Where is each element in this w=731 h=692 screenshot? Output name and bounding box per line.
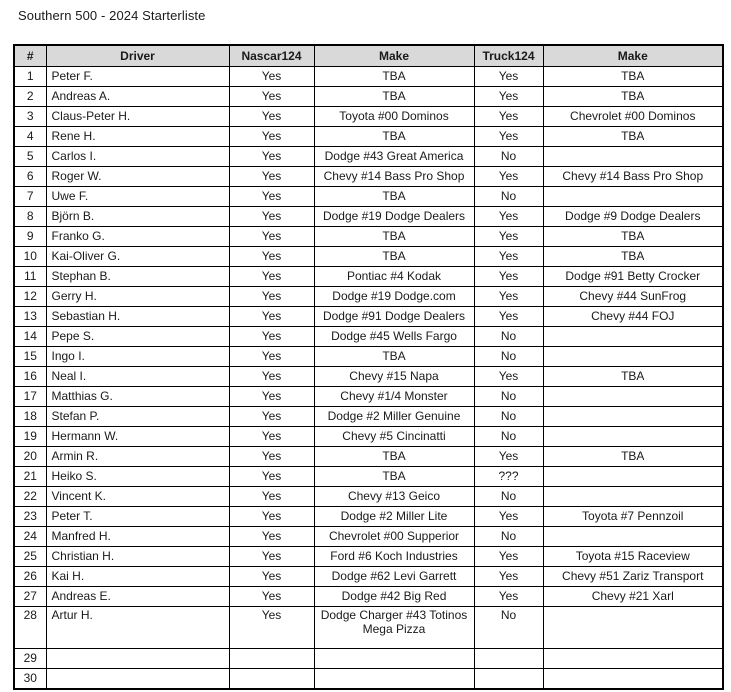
cell-row-number: 5 xyxy=(14,147,46,167)
cell-row-number: 10 xyxy=(14,247,46,267)
cell-nascar-make: Ford #6 Koch Industries xyxy=(314,547,474,567)
cell-nascar124: Yes xyxy=(229,327,314,347)
cell-truck-make: TBA xyxy=(543,447,723,467)
cell-truck-make: Dodge #9 Dodge Dealers xyxy=(543,207,723,227)
table-row xyxy=(14,87,723,107)
column-header-driver: Driver xyxy=(46,45,229,67)
table-row xyxy=(14,287,723,307)
cell-nascar124: Yes xyxy=(229,127,314,147)
cell-nascar-make: Dodge #19 Dodge.com xyxy=(314,287,474,307)
table-header xyxy=(14,45,723,67)
cell-driver: Armin R. xyxy=(46,447,229,467)
cell-truck-make: Chevy #14 Bass Pro Shop xyxy=(543,167,723,187)
cell-driver: Björn B. xyxy=(46,207,229,227)
cell-driver: Stefan P. xyxy=(46,407,229,427)
cell-nascar-make: Chevrolet #00 Supperior xyxy=(314,527,474,547)
table-body xyxy=(14,67,723,690)
cell-truck124: Yes xyxy=(474,507,543,527)
page-title: Southern 500 - 2024 Starterliste xyxy=(18,8,206,23)
cell-nascar-make: Chevy #5 Cincinatti xyxy=(314,427,474,447)
cell-truck-make: Toyota #7 Pennzoil xyxy=(543,507,723,527)
cell-nascar124: Yes xyxy=(229,347,314,367)
cell-truck124: No xyxy=(474,487,543,507)
cell-row-number: 15 xyxy=(14,347,46,367)
cell-driver: Carlos I. xyxy=(46,147,229,167)
cell-truck124: Yes xyxy=(474,227,543,247)
cell-driver: Andreas A. xyxy=(46,87,229,107)
cell-driver: Matthias G. xyxy=(46,387,229,407)
cell-driver: Andreas E. xyxy=(46,587,229,607)
cell-truck124: Yes xyxy=(474,287,543,307)
cell-row-number: 27 xyxy=(14,587,46,607)
cell-nascar-make: Dodge #42 Big Red xyxy=(314,587,474,607)
cell-nascar-make: Pontiac #4 Kodak xyxy=(314,267,474,287)
cell-truck124: ??? xyxy=(474,467,543,487)
cell-nascar124: Yes xyxy=(229,567,314,587)
cell-driver: Stephan B. xyxy=(46,267,229,287)
cell-truck-make: TBA xyxy=(543,127,723,147)
cell-truck-make: TBA xyxy=(543,67,723,87)
cell-truck124 xyxy=(474,669,543,690)
cell-truck-make: TBA xyxy=(543,247,723,267)
cell-truck124: Yes xyxy=(474,87,543,107)
cell-truck124: Yes xyxy=(474,247,543,267)
cell-driver: Sebastian H. xyxy=(46,307,229,327)
cell-truck124: Yes xyxy=(474,307,543,327)
cell-nascar-make: Dodge #43 Great America xyxy=(314,147,474,167)
cell-truck-make xyxy=(543,467,723,487)
column-header-nascar124: Nascar124 xyxy=(229,45,314,67)
cell-row-number: 16 xyxy=(14,367,46,387)
table-row xyxy=(14,427,723,447)
cell-nascar124: Yes xyxy=(229,207,314,227)
cell-truck-make xyxy=(543,187,723,207)
cell-nascar124: Yes xyxy=(229,427,314,447)
cell-truck-make xyxy=(543,147,723,167)
cell-nascar-make: Dodge #2 Miller Lite xyxy=(314,507,474,527)
cell-nascar-make: Chevy #13 Geico xyxy=(314,487,474,507)
cell-row-number: 8 xyxy=(14,207,46,227)
table-row xyxy=(14,147,723,167)
cell-nascar-make: Chevy #15 Napa xyxy=(314,367,474,387)
cell-nascar-make: TBA xyxy=(314,447,474,467)
cell-driver: Peter T. xyxy=(46,507,229,527)
table-row xyxy=(14,347,723,367)
table-row xyxy=(14,227,723,247)
cell-row-number: 30 xyxy=(14,669,46,690)
cell-driver: Claus-Peter H. xyxy=(46,107,229,127)
cell-row-number: 21 xyxy=(14,467,46,487)
table-row xyxy=(14,527,723,547)
cell-row-number: 18 xyxy=(14,407,46,427)
cell-truck-make: Chevy #51 Zariz Transport xyxy=(543,567,723,587)
cell-truck124: No xyxy=(474,187,543,207)
cell-truck124: Yes xyxy=(474,587,543,607)
table-row xyxy=(14,567,723,587)
cell-nascar-make: TBA xyxy=(314,227,474,247)
cell-nascar124: Yes xyxy=(229,487,314,507)
column-header-make-nascar: Make xyxy=(314,45,474,67)
cell-nascar-make: Dodge #45 Wells Fargo xyxy=(314,327,474,347)
cell-driver: Vincent K. xyxy=(46,487,229,507)
table-row xyxy=(14,127,723,147)
table-row xyxy=(14,107,723,127)
cell-nascar124: Yes xyxy=(229,167,314,187)
cell-truck124: No xyxy=(474,427,543,447)
cell-nascar124 xyxy=(229,669,314,690)
cell-truck-make xyxy=(543,387,723,407)
cell-nascar-make: Dodge #19 Dodge Dealers xyxy=(314,207,474,227)
cell-truck-make xyxy=(543,649,723,669)
cell-truck-make: TBA xyxy=(543,87,723,107)
cell-truck-make xyxy=(543,607,723,649)
cell-nascar-make: Dodge #62 Levi Garrett xyxy=(314,567,474,587)
cell-row-number: 22 xyxy=(14,487,46,507)
cell-truck-make xyxy=(543,487,723,507)
cell-nascar-make: Dodge Charger #43 Totinos Mega Pizza xyxy=(314,607,474,649)
cell-nascar124: Yes xyxy=(229,307,314,327)
cell-nascar124: Yes xyxy=(229,527,314,547)
cell-truck-make xyxy=(543,407,723,427)
cell-row-number: 14 xyxy=(14,327,46,347)
cell-truck124: Yes xyxy=(474,547,543,567)
table-row xyxy=(14,207,723,227)
cell-nascar-make: TBA xyxy=(314,247,474,267)
cell-driver: Christian H. xyxy=(46,547,229,567)
cell-nascar-make: TBA xyxy=(314,187,474,207)
cell-truck-make xyxy=(543,669,723,690)
cell-nascar124: Yes xyxy=(229,467,314,487)
cell-nascar-make: TBA xyxy=(314,87,474,107)
cell-nascar124: Yes xyxy=(229,547,314,567)
cell-row-number: 4 xyxy=(14,127,46,147)
cell-row-number: 29 xyxy=(14,649,46,669)
cell-truck124: Yes xyxy=(474,567,543,587)
cell-nascar-make: TBA xyxy=(314,347,474,367)
cell-row-number: 11 xyxy=(14,267,46,287)
cell-truck124: No xyxy=(474,147,543,167)
table-row xyxy=(14,487,723,507)
column-header-truck124: Truck124 xyxy=(474,45,543,67)
table-row xyxy=(14,447,723,467)
cell-driver: Rene H. xyxy=(46,127,229,147)
cell-nascar-make: Toyota #00 Dominos xyxy=(314,107,474,127)
cell-driver: Hermann W. xyxy=(46,427,229,447)
cell-row-number: 9 xyxy=(14,227,46,247)
cell-nascar124: Yes xyxy=(229,587,314,607)
cell-driver: Franko G. xyxy=(46,227,229,247)
cell-truck-make: Chevy #44 SunFrog xyxy=(543,287,723,307)
cell-driver: Roger W. xyxy=(46,167,229,187)
cell-truck124: Yes xyxy=(474,267,543,287)
table-row xyxy=(14,247,723,267)
cell-driver: Kai-Oliver G. xyxy=(46,247,229,267)
cell-row-number: 2 xyxy=(14,87,46,107)
cell-truck124 xyxy=(474,649,543,669)
cell-row-number: 3 xyxy=(14,107,46,127)
cell-truck124: No xyxy=(474,327,543,347)
cell-truck124: Yes xyxy=(474,127,543,147)
cell-truck124: Yes xyxy=(474,67,543,87)
cell-truck124: Yes xyxy=(474,207,543,227)
cell-nascar-make xyxy=(314,649,474,669)
cell-truck-make: Chevrolet #00 Dominos xyxy=(543,107,723,127)
cell-driver: Artur H. xyxy=(46,607,229,649)
table-row xyxy=(14,367,723,387)
table-row xyxy=(14,547,723,567)
cell-nascar-make: Chevy #14 Bass Pro Shop xyxy=(314,167,474,187)
cell-nascar124: Yes xyxy=(229,87,314,107)
cell-truck-make: Chevy #44 FOJ xyxy=(543,307,723,327)
cell-truck-make xyxy=(543,327,723,347)
cell-nascar124: Yes xyxy=(229,67,314,87)
cell-truck124: No xyxy=(474,347,543,367)
cell-row-number: 7 xyxy=(14,187,46,207)
table-row xyxy=(14,327,723,347)
cell-nascar124 xyxy=(229,649,314,669)
cell-nascar-make: TBA xyxy=(314,127,474,147)
column-header-number: # xyxy=(14,45,46,67)
cell-nascar124: Yes xyxy=(229,227,314,247)
cell-row-number: 17 xyxy=(14,387,46,407)
cell-truck-make: Chevy #21 Xarl xyxy=(543,587,723,607)
cell-row-number: 28 xyxy=(14,607,46,649)
table-row xyxy=(14,387,723,407)
table-row xyxy=(14,307,723,327)
cell-truck124: No xyxy=(474,527,543,547)
cell-nascar124: Yes xyxy=(229,147,314,167)
cell-driver: Neal I. xyxy=(46,367,229,387)
cell-row-number: 12 xyxy=(14,287,46,307)
cell-driver: Pepe S. xyxy=(46,327,229,347)
table-row xyxy=(14,267,723,287)
cell-nascar124: Yes xyxy=(229,607,314,649)
cell-truck124: No xyxy=(474,387,543,407)
cell-truck-make xyxy=(543,347,723,367)
cell-nascar124: Yes xyxy=(229,287,314,307)
cell-nascar-make: TBA xyxy=(314,467,474,487)
table-row xyxy=(14,407,723,427)
cell-nascar124: Yes xyxy=(229,447,314,467)
cell-truck-make xyxy=(543,527,723,547)
cell-driver: Gerry H. xyxy=(46,287,229,307)
cell-nascar124: Yes xyxy=(229,107,314,127)
table-row xyxy=(14,507,723,527)
cell-row-number: 20 xyxy=(14,447,46,467)
cell-nascar-make: Dodge #91 Dodge Dealers xyxy=(314,307,474,327)
cell-driver: Manfred H. xyxy=(46,527,229,547)
cell-nascar124: Yes xyxy=(229,407,314,427)
cell-truck124: Yes xyxy=(474,367,543,387)
cell-driver: Heiko S. xyxy=(46,467,229,487)
cell-nascar124: Yes xyxy=(229,187,314,207)
cell-row-number: 26 xyxy=(14,567,46,587)
table-row xyxy=(14,607,723,649)
cell-nascar124: Yes xyxy=(229,247,314,267)
cell-truck124: No xyxy=(474,407,543,427)
table-row xyxy=(14,187,723,207)
cell-nascar-make: Chevy #1/4 Monster xyxy=(314,387,474,407)
cell-driver: Peter F. xyxy=(46,67,229,87)
cell-truck-make: Dodge #91 Betty Crocker xyxy=(543,267,723,287)
cell-truck124: Yes xyxy=(474,447,543,467)
table-row xyxy=(14,587,723,607)
cell-nascar124: Yes xyxy=(229,367,314,387)
cell-driver: Kai H. xyxy=(46,567,229,587)
cell-row-number: 23 xyxy=(14,507,46,527)
cell-truck-make: TBA xyxy=(543,227,723,247)
cell-truck-make xyxy=(543,427,723,447)
cell-row-number: 13 xyxy=(14,307,46,327)
starterlist-table xyxy=(13,44,724,690)
cell-nascar-make: Dodge #2 Miller Genuine xyxy=(314,407,474,427)
cell-row-number: 6 xyxy=(14,167,46,187)
table-row xyxy=(14,649,723,669)
cell-row-number: 1 xyxy=(14,67,46,87)
cell-driver xyxy=(46,669,229,690)
cell-truck124: Yes xyxy=(474,167,543,187)
table-row xyxy=(14,67,723,87)
cell-driver: Uwe F. xyxy=(46,187,229,207)
cell-driver xyxy=(46,649,229,669)
header-row xyxy=(14,45,723,67)
cell-row-number: 19 xyxy=(14,427,46,447)
table-row xyxy=(14,669,723,690)
table-row xyxy=(14,467,723,487)
cell-truck-make: TBA xyxy=(543,367,723,387)
cell-nascar124: Yes xyxy=(229,267,314,287)
column-header-make-truck: Make xyxy=(543,45,723,67)
cell-nascar-make xyxy=(314,669,474,690)
cell-row-number: 25 xyxy=(14,547,46,567)
cell-truck124: No xyxy=(474,607,543,649)
table-row xyxy=(14,167,723,187)
cell-nascar124: Yes xyxy=(229,387,314,407)
cell-row-number: 24 xyxy=(14,527,46,547)
cell-truck124: Yes xyxy=(474,107,543,127)
cell-nascar124: Yes xyxy=(229,507,314,527)
cell-nascar-make: TBA xyxy=(314,67,474,87)
cell-driver: Ingo I. xyxy=(46,347,229,367)
cell-truck-make: Toyota #15 Raceview xyxy=(543,547,723,567)
